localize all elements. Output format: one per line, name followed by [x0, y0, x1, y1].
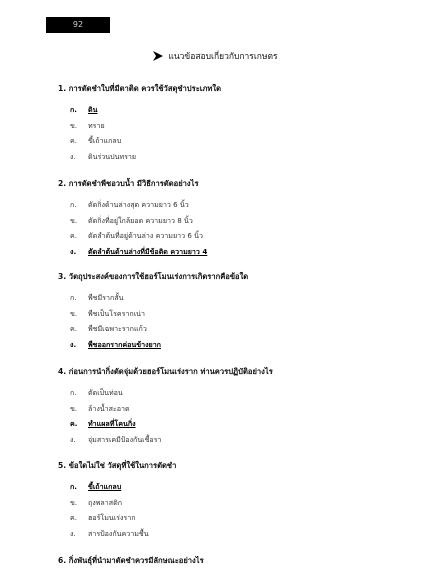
- answer-option: [58, 244, 398, 260]
- header-title: แนวข้อสอบเกี่ยวกับการเกษตร: [168, 52, 278, 62]
- question-title: 6. กิ่งพันธุ์ที่นำมาตัดชำควรมีลักษณะอย่างไร: [58, 556, 204, 565]
- option-text: ดิน: [88, 105, 98, 114]
- option-text: ตัดลำต้นด้านล่างที่มีข้อติด ความยาว 4: [88, 246, 208, 256]
- option-text: ถุงพลาสติก: [88, 497, 122, 507]
- option-text: ดินร่วนปนทราย: [88, 151, 137, 161]
- answer-option: [58, 479, 398, 495]
- question-2: [58, 178, 398, 259]
- option-text: ขี้เถ้าแกลบ: [88, 136, 122, 145]
- option-letter: ข.: [70, 403, 78, 413]
- option-letter: ค.: [70, 231, 78, 240]
- answer-option: [58, 495, 398, 511]
- option-letter: ก.: [70, 388, 77, 397]
- option-text: สารป้องกันความชื้น: [88, 528, 149, 538]
- option-letter: ค.: [70, 513, 78, 522]
- question-6: [58, 555, 398, 574]
- option-letter: ข.: [70, 215, 78, 225]
- answer-option: [58, 228, 398, 244]
- arrowhead-icon: [153, 51, 163, 61]
- option-letter: ค.: [70, 324, 78, 333]
- answer-option: [58, 416, 398, 432]
- option-letter: ก.: [70, 200, 77, 209]
- answer-option: [58, 432, 398, 448]
- question-title: 4. ก่อนการนำกิ่งตัดจุ่มด้วยฮอร์โมนเร่งราก ท่านควรปฏิบัติอย่างไร: [58, 367, 273, 376]
- option-text: พืชออกรากค่อนข้างยาก: [88, 339, 161, 349]
- option-text: ฮอร์โมนเร่งราก: [88, 513, 136, 522]
- option-letter: ง.: [70, 434, 76, 444]
- option-letter: ง.: [70, 528, 76, 538]
- option-text: จุ่มสารเคมีป้องกันเชื้อรา: [88, 434, 162, 444]
- answer-option: [58, 401, 398, 417]
- answer-option: [58, 133, 398, 149]
- answer-option: [58, 306, 398, 322]
- page-number-badge: 92: [46, 17, 110, 33]
- option-letter: ค.: [70, 419, 78, 428]
- question-title: 5. ข้อใดไม่ใช่ วัสดุที่ใช้ในการตัดชำ: [58, 461, 177, 470]
- answer-option: [58, 149, 398, 165]
- option-letter: ก.: [70, 105, 77, 114]
- question-5: [58, 460, 398, 541]
- option-letter: ค.: [70, 136, 78, 145]
- option-letter: ง.: [70, 151, 76, 161]
- option-text: ล้างน้ำสะอาด: [88, 403, 130, 413]
- question-title: 1. การตัดชำใบที่มีตาติด ควรใช้วัสดุชำประเภทใด: [58, 84, 222, 93]
- option-letter: ก.: [70, 482, 77, 491]
- option-text: ขี้เถ้าแกลบ: [88, 482, 122, 491]
- question-3: [58, 271, 398, 352]
- answer-option: [58, 510, 398, 526]
- answer-option: [58, 118, 398, 134]
- answer-option: [58, 290, 398, 306]
- question-title: 2. การตัดชำพืชอวบน้ำ มีวิธีการตัดอย่างไร: [58, 179, 199, 188]
- answer-option: [58, 213, 398, 229]
- answer-option: [58, 385, 398, 401]
- option-text: ทราย: [88, 120, 105, 130]
- question-title: 3. วัตถุประสงค์ของการใช้ฮอร์โมนเร่งการเกิดรากคือข้อใด: [58, 272, 249, 281]
- answer-option: [58, 197, 398, 213]
- option-letter: ง.: [70, 339, 77, 349]
- answer-option: [58, 321, 398, 337]
- option-letter: ก.: [70, 293, 77, 302]
- option-letter: ข.: [70, 120, 78, 130]
- option-text: ตัดลำต้นที่อยู่ด้านล่าง ความยาว 6 นิ้ว: [88, 231, 203, 240]
- question-1: [58, 83, 398, 164]
- option-text: พืชเป็นโรครากเน่า: [88, 308, 145, 318]
- answer-option: [58, 526, 398, 542]
- option-text: ตัดกิ่งด้านล่างสุด ความยาว 6 นิ้ว: [88, 200, 189, 209]
- question-4: [58, 366, 398, 447]
- option-letter: ข.: [70, 308, 78, 318]
- option-text: ทำแผลที่โคนกิ่ง: [88, 419, 136, 428]
- option-text: พืชมีเฉพาะรากแก้ว: [88, 324, 147, 333]
- answer-option: [58, 337, 398, 353]
- option-text: พืชมีรากสั้น: [88, 293, 124, 302]
- option-letter: ง.: [70, 246, 77, 256]
- option-text: ตัดกิ่งที่อยู่ใกล้ยอด ความยาว 8 นิ้ว: [88, 215, 193, 225]
- answer-option: [58, 102, 398, 118]
- option-text: ตัดเป็นท่อน: [88, 388, 123, 397]
- section-header: [0, 49, 431, 63]
- option-letter: ข.: [70, 497, 78, 507]
